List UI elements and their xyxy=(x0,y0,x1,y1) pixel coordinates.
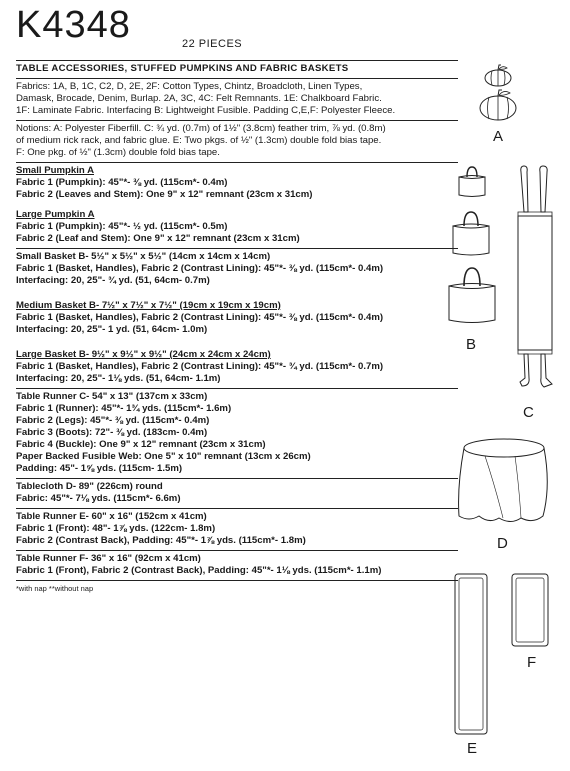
fabrics-line: Fabrics: 1A, B, 1C, C2, D, 2E, 2F: Cotton Types, Chintz, Broadcloth, Linen Types, xyxy=(16,81,363,92)
view-label-f: F xyxy=(527,654,537,671)
requirement-line: Interfacing: 20, 25"- ¾ yd. (51, 64cm- 0.7m) xyxy=(16,275,210,286)
runner-f-block xyxy=(16,551,458,580)
table-runner-c-illustration xyxy=(510,164,560,400)
table-runner-e-illustration xyxy=(453,572,489,736)
small-pumpkin-illustration xyxy=(483,64,513,88)
requirement-line: Interfacing: 20, 25"- 1 yd. (51, 64cm- 1.0m) xyxy=(16,324,208,335)
small-basket-block xyxy=(16,249,458,388)
fabrics-block xyxy=(16,79,458,120)
requirement-line: Fabric 3 (Boots): 72"- ⅜ yd. (183cm- 0.4m) xyxy=(16,427,208,438)
section-title: TABLE ACCESSORIES, STUFFED PUMPKINS AND FABRIC BASKETS xyxy=(16,63,349,74)
large-pumpkin-heading: Large Pumpkin A xyxy=(16,209,95,220)
notions-line: Notions: A: Polyester Fiberfill. C: ¾ yd. (0.7m) of 1½" (3.8cm) feather trim, ⅞ yd. (0.8m) xyxy=(16,123,386,134)
requirement-line: Fabric 4 (Buckle): One 9" x 12" remnant (23cm x 31cm) xyxy=(16,439,266,450)
small-pumpkin-heading: Small Pumpkin A xyxy=(16,165,95,176)
view-label-b: B xyxy=(466,336,477,353)
runner-f-heading: Table Runner F- 36" x 16" (92cm x 41cm) xyxy=(16,553,201,564)
view-label-c: C xyxy=(523,404,534,421)
notions-block xyxy=(16,121,458,162)
requirement-line: Fabric 1 (Pumpkin): 45"*- ½ yd. (115cm*- 0.5m) xyxy=(16,221,228,232)
fabrics-line: 1F: Laminate Fabric. Interfacing B: Lightweight Fusible. Padding C,E,F: Polyester Fleece. xyxy=(16,105,396,116)
large-pumpkin-illustration xyxy=(478,88,518,122)
tablecloth-d-illustration xyxy=(455,436,553,528)
requirement-line: Fabric 1 (Pumpkin): 45"*- ⅜ yd. (115cm*- 0.4m) xyxy=(16,177,228,188)
runner-c-heading: Table Runner C- 54" x 13" (137cm x 33cm) xyxy=(16,391,208,402)
piece-count: 22 PIECES xyxy=(182,38,243,50)
medium-basket-illustration xyxy=(450,208,492,258)
runner-e-block xyxy=(16,509,458,550)
requirement-line: Fabric 2 (Contrast Back), Padding: 45"*- 1⅞ yds. (115cm*- 1.8m) xyxy=(16,535,306,546)
requirement-line: Fabric 1 (Runner): 45"*- 1¾ yds. (115cm*- 1.6m) xyxy=(16,403,232,414)
notions-line: of medium rick rack, and fabric glue. E: Two pkgs. of ½" (1.3cm) double fold bias tape. xyxy=(16,135,382,146)
requirement-line: Fabric 2 (Leaves and Stem): One 9" x 12" remnant (23cm x 31cm) xyxy=(16,189,313,200)
requirement-line: Fabric 1 (Basket, Handles), Fabric 2 (Contrast Lining): 45"*- ¾ yd. (115cm*- 0.7m) xyxy=(16,361,384,372)
requirement-line: Fabric 1 (Front): 48"- 1⅞ yds. (122cm- 1.8m) xyxy=(16,523,216,534)
view-label-a: A xyxy=(493,128,504,145)
tablecloth-d-block xyxy=(16,479,458,508)
medium-basket-heading: Medium Basket B- 7½" x 7½" x 7½" (19cm x 19cm x 19cm) xyxy=(16,300,281,311)
requirement-line: Fabric 1 (Front), Fabric 2 (Contrast Back), Padding: 45"*- 1⅛ yds. (115cm*- 1.1m) xyxy=(16,565,382,576)
runner-c-block xyxy=(16,389,458,478)
runner-e-heading: Table Runner E- 60" x 16" (152cm x 41cm) xyxy=(16,511,207,522)
table-runner-f-illustration xyxy=(510,572,550,648)
notions-line: F: One pkg. of ½" (1.3cm) double fold bias tape. xyxy=(16,147,220,158)
small-basket-illustration xyxy=(455,165,489,199)
requirement-line: Paper Backed Fusible Web: One 5" x 10" remnant (13cm x 26cm) xyxy=(16,451,311,462)
large-basket-illustration xyxy=(446,264,498,326)
fabrics-line: Damask, Brocade, Denim, Burlap. 2A, 3C, 4C: Felt Remnants. 1E: Chalkboard Fabric. xyxy=(16,93,382,104)
requirement-line: Padding: 45"- 1⅝ yds. (115cm- 1.5m) xyxy=(16,463,183,474)
yardage-chart xyxy=(16,60,458,595)
requirement-line: Fabric 2 (Leaf and Stem): One 9" x 12" remnant (23cm x 31cm) xyxy=(16,233,300,244)
requirement-line: Fabric: 45"*- 7⅛ yds. (115cm*- 6.6m) xyxy=(16,493,181,504)
view-label-e: E xyxy=(467,740,478,757)
requirement-line: Fabric 1 (Basket, Handles), Fabric 2 (Contrast Lining): 45"*- ⅜ yd. (115cm*- 0.4m) xyxy=(16,312,384,323)
large-basket-heading: Large Basket B- 9½" x 9½" x 9½" (24cm x 24cm x 24cm) xyxy=(16,349,271,360)
requirement-line: Interfacing: 20, 25"- 1⅛ yds. (51, 64cm- 1.1m) xyxy=(16,373,221,384)
nap-footnote: *with nap **without nap xyxy=(16,584,94,593)
requirement-line: Fabric 2 (Legs): 45"*- ⅜ yd. (115cm*- 0.4m) xyxy=(16,415,210,426)
small-pumpkin-block xyxy=(16,163,458,248)
pattern-number: K4348 xyxy=(16,4,131,46)
tablecloth-d-heading: Tablecloth D- 89" (226cm) round xyxy=(16,481,163,492)
requirement-line: Fabric 1 (Basket, Handles), Fabric 2 (Contrast Lining): 45"*- ⅜ yd. (115cm*- 0.4m) xyxy=(16,263,384,274)
view-label-d: D xyxy=(497,535,508,552)
small-basket-heading: Small Basket B- 5½" x 5½" x 5½" (14cm x 14cm x 14cm) xyxy=(16,251,271,262)
